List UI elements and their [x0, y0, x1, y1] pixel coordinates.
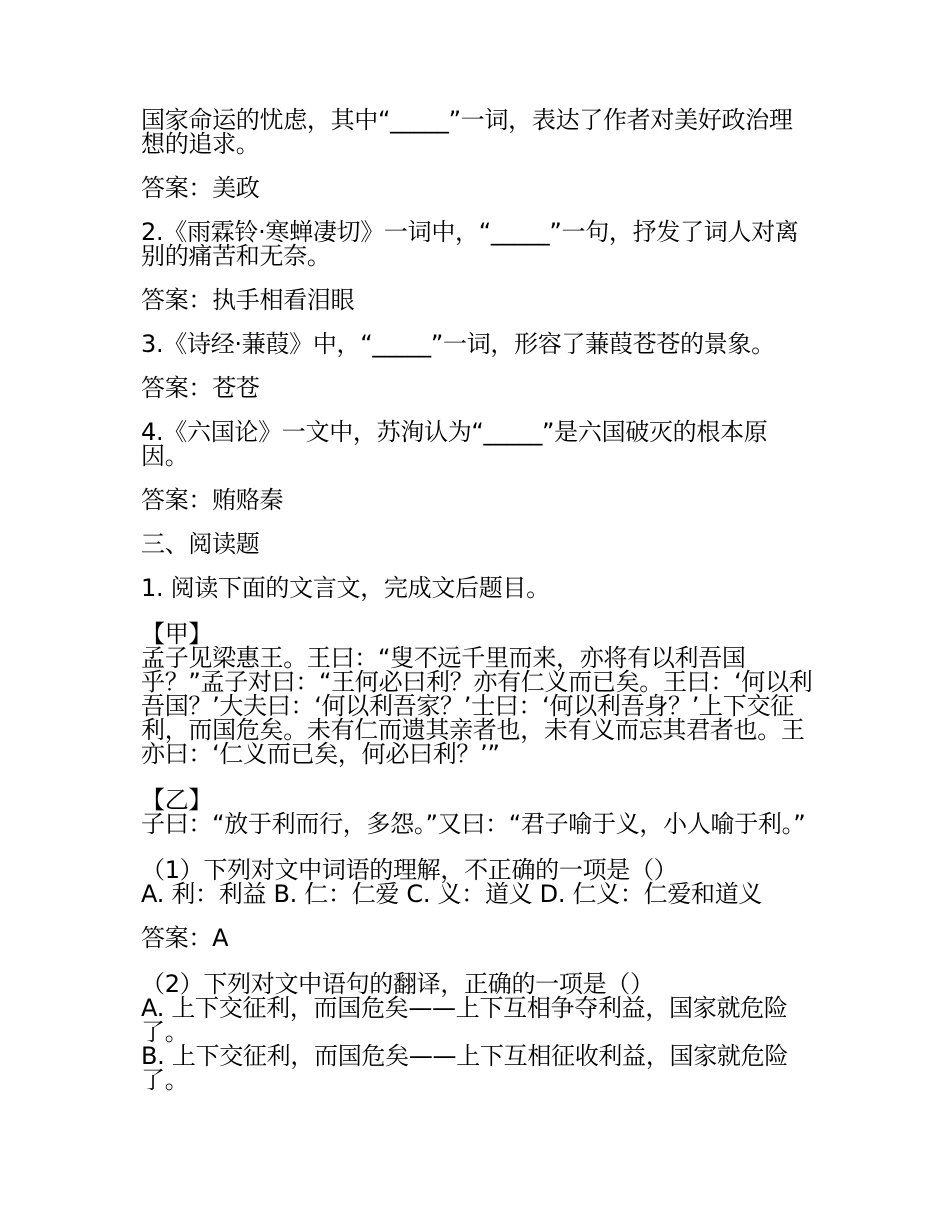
passage-yi-label: 【乙】	[141, 786, 213, 814]
passage-jia-label: 【甲】	[141, 620, 213, 648]
sub-question-1-options: A. 利：利益 B. 仁：仁爱 C. 义：道义 D. 仁义：仁爱和道义	[141, 880, 763, 908]
answer-3: 答案：苍苍	[141, 374, 260, 402]
page-content	[141, 108, 813, 1092]
passage-yi-text: 子曰：“放于利而行，多怨。”又曰：“君子喻于义，小人喻于利。”	[141, 810, 806, 838]
question-3: 3.《诗经·蒹葭》中，“_____”一词，形容了蒹葭苍苍的景象。	[141, 330, 775, 358]
question-4: 4.《六国论》一文中，苏洵认为“_____”是六国破灭的根本原因。	[141, 418, 768, 470]
sub-answer-1: 答案：A	[141, 924, 229, 952]
answer-2: 答案：执手相看泪眼	[141, 286, 355, 314]
answer-4: 答案：贿赂秦	[141, 486, 284, 514]
sub-question-2-option-a: A. 上下交征利，而国危矣——上下互相争夺利益，国家就危险了。	[141, 994, 788, 1046]
answer-1: 答案：美政	[141, 174, 260, 202]
passage-jia-text: 孟子见梁惠王。王曰：“叟不远千里而来，亦将有以利吾国乎？”孟子对曰：“王何必曰利？亦有仁义而已矣。王曰：‘何以利吾国？’大夫曰：‘何以利吾家？’士曰：‘何以利吾身？’上下交征利，而国危矣。未有仁而遗其亲者也，未有义而忘其君者也。王亦曰：‘仁义而已矣，何必曰利？’”	[141, 644, 813, 768]
section-heading-reading: 三、阅读题	[141, 530, 260, 558]
question-1-continuation: 国家命运的忧虑，其中“_____”一词，表达了作者对美好政治理想的追求。	[141, 106, 793, 158]
sub-question-2: （2）下列对文中语句的翻译，正确的一项是（）	[141, 970, 654, 998]
reading-question-1: 1. 阅读下面的文言文，完成文后题目。	[141, 574, 550, 602]
question-2: 2.《雨霖铃·寒蝉凄切》一词中，“_____”一句，抒发了词人对离别的痛苦和无奈。	[141, 218, 799, 270]
sub-question-1: （1）下列对文中词语的理解，不正确的一项是（）	[141, 856, 678, 884]
sub-question-2-option-b: B. 上下交征利，而国危矣——上下互相征收利益，国家就危险了。	[141, 1042, 789, 1094]
